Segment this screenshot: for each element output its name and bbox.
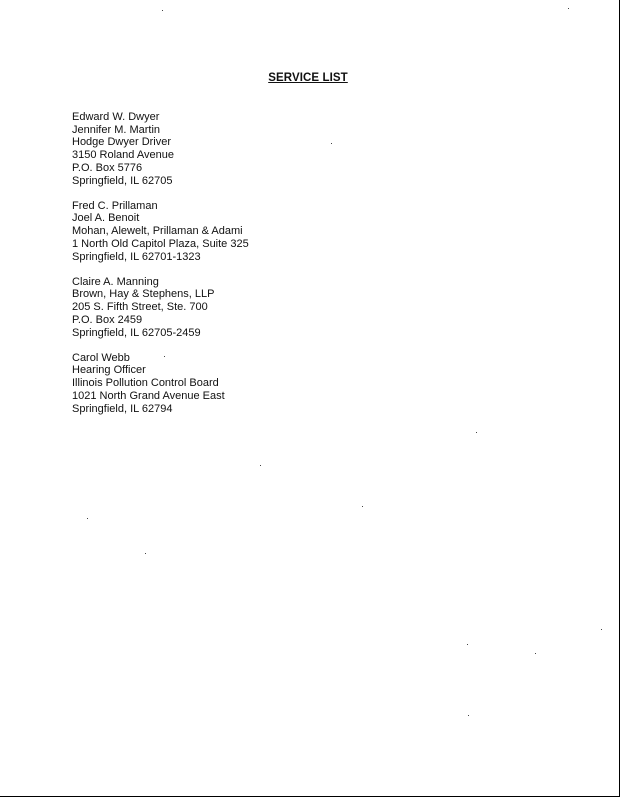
contact-line: Springfield, IL 62705-2459 [72, 326, 201, 339]
scan-speck [145, 553, 146, 554]
service-list [72, 111, 492, 428]
contact-line: P.O. Box 2459 [72, 313, 143, 326]
contact-line: Illinois Pollution Control Board [72, 377, 219, 390]
contact-line: Springfield, IL 62701-1323 [72, 250, 201, 263]
scan-speck [467, 644, 468, 645]
contact-line: P.O. Box 5776 [72, 161, 143, 174]
contact-line: 205 S. Fifth Street, Ste. 700 [72, 301, 208, 314]
contact-block-webb [72, 352, 492, 416]
contact-line: Claire A. Manning [72, 275, 159, 288]
scan-speck [601, 629, 602, 630]
contact-line: Mohan, Alewelt, Prillaman & Adami [72, 225, 243, 238]
contact-block-manning [72, 276, 492, 340]
contact-line: Carol Webb [72, 351, 130, 364]
scan-speck [164, 356, 165, 357]
contact-line: Springfield, IL 62794 [72, 402, 173, 415]
contact-line: Joel A. Benoit [72, 212, 140, 225]
scan-speck [331, 143, 332, 144]
contact-line: 1021 North Grand Avenue East [72, 389, 225, 402]
contact-line: Brown, Hay & Stephens, LLP [72, 288, 215, 301]
scan-speck [568, 8, 569, 9]
contact-line: Jennifer M. Martin [72, 123, 161, 136]
page-title: SERVICE LIST [268, 72, 348, 84]
contact-block-dwyer [72, 111, 492, 187]
contact-line: Hearing Officer [72, 364, 146, 377]
scan-speck [468, 715, 469, 716]
contact-block-prillaman [72, 200, 492, 264]
contact-line: 3150 Roland Avenue [72, 149, 174, 162]
contact-line: Springfield, IL 62705 [72, 174, 173, 187]
scan-speck [87, 518, 88, 519]
scan-speck [260, 465, 261, 466]
scan-speck [162, 10, 163, 11]
scan-speck [535, 653, 536, 654]
contact-line: Fred C. Prillaman [72, 199, 158, 212]
contact-line: 1 North Old Capitol Plaza, Suite 325 [72, 237, 249, 250]
contact-line: Edward W. Dwyer [72, 111, 160, 123]
contact-line: Hodge Dwyer Driver [72, 136, 172, 149]
scan-speck [362, 506, 363, 507]
scan-speck [476, 432, 477, 433]
